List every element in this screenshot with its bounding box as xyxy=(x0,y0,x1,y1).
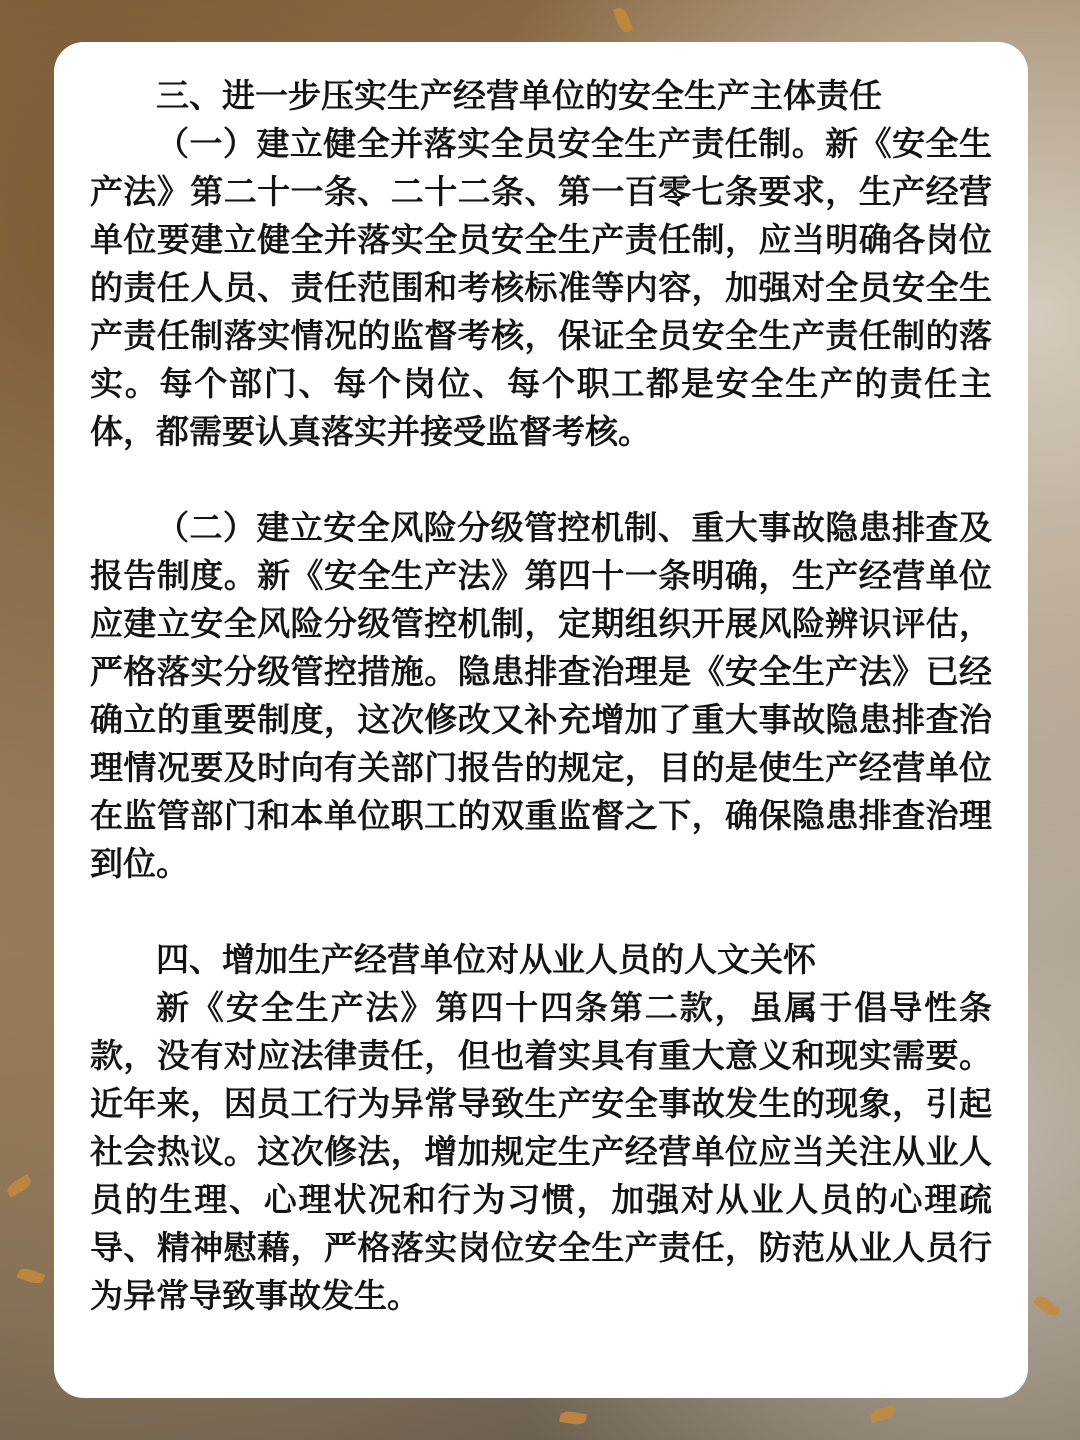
section-4-paragraph-1: 新《安全生产法》第四十四条第二款，虽属于倡导性条款，没有对应法律责任，但也着实具有重大意义和现实需要。近年来，因员工行为异常导致生产安全事故发生的现象，引起社会热议。这次修法，增加规定生产经营单位应当关注从业人员的生理、心理状况和行为习惯，加强对从业人员的心理疏导、精神慰藉，严格落实岗位安全生产责任，防范从业人员行为异常导致事故发生。 xyxy=(90,988,992,1315)
leaf-decoration xyxy=(17,1266,46,1286)
leaf-decoration xyxy=(613,6,633,35)
section-3-paragraph-2: （二）建立安全风险分级管控机制、重大事故隐患排查及报告制度。新《安全生产法》第四十一条明确，生产经营单位应建立安全风险分级管控机制，定期组织开展风险辨识评估，严格落实分级管控措施。隐患排查治理是《安全生产法》已经确立的重要制度，这次修改又补充增加了重大事故隐患排查治理情况要及时向有关部门报告的规定，目的是使生产经营单位在监管部门和本单位职工的双重监督之下，确保隐患排查治理到位。 xyxy=(90,508,992,883)
leaf-decoration xyxy=(869,1405,897,1423)
text-card xyxy=(54,42,1028,1398)
paragraph-spacer xyxy=(90,456,992,504)
section-4-heading: 四、增加生产经营单位对从业人员的人文关怀 xyxy=(156,940,816,979)
leaf-decoration xyxy=(5,1174,34,1197)
section-3-heading: 三、进一步压实生产经营单位的安全生产主体责任 xyxy=(156,76,882,115)
leaf-decoration xyxy=(1033,1293,1061,1319)
paragraph-spacer xyxy=(90,888,992,936)
leaf-decoration xyxy=(559,1410,587,1426)
section-3-paragraph-1: （一）建立健全并落实全员安全生产责任制。新《安全生产法》第二十一条、二十二条、第一百零七条要求，生产经营单位要建立健全并落实全员安全生产责任制，应当明确各岗位的责任人员、责任范围和考核标准等内容，加强对全员安全生产责任制落实情况的监督考核，保证全员安全生产责任制的落实。每个部门、每个岗位、每个职工都是安全生产的责任主体，都需要认真落实并接受监督考核。 xyxy=(90,124,992,451)
